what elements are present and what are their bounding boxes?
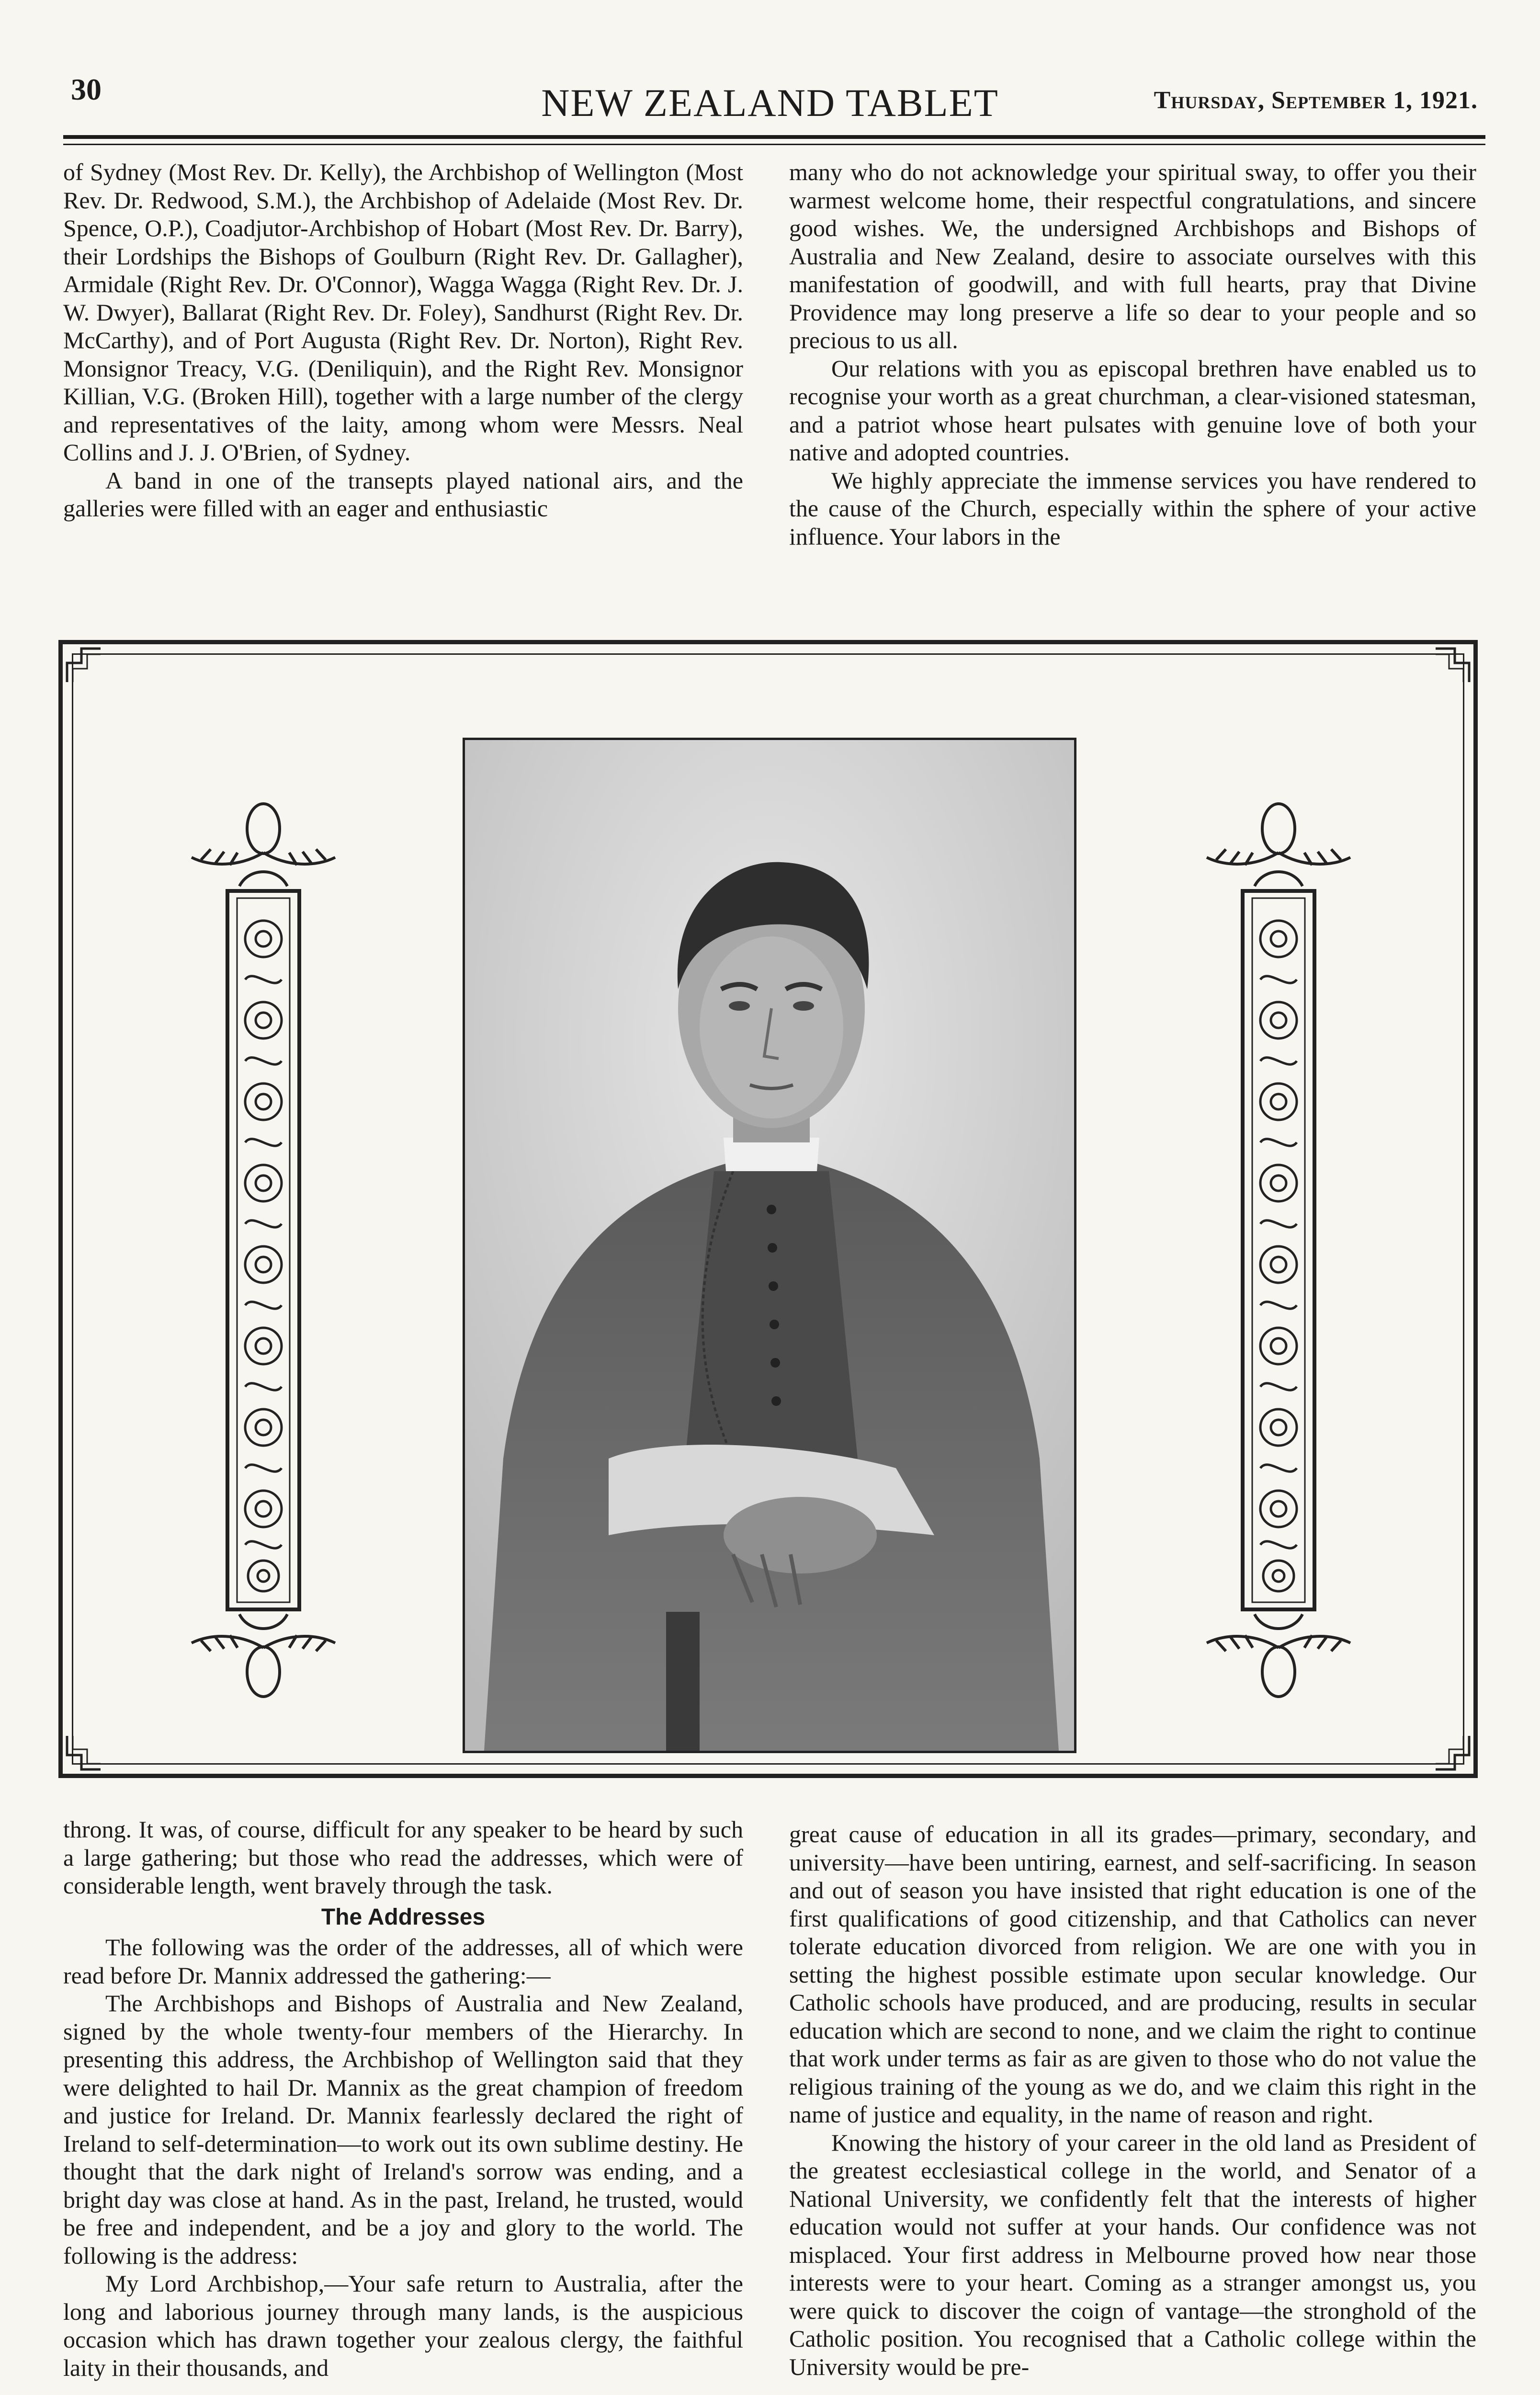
page-number: 30 [71,72,102,106]
frame-corner-ornament [1431,644,1474,687]
paragraph: of Sydney (Most Rev. Dr. Kelly), the Archbishop of Wellington (Most Rev. Dr. Redwood, S.M.), the Archbishop of Adelaide (Most Rev. Dr. Spence, O.P.), Coadjutor-Archbishop of Hobart (Most Rev. Dr. Barry), their Lordships the Bishops of Goulburn (Right Rev. Dr. Gallagher), Armidale (Right Rev. Dr. O'Connor), Wagga Wagga (Right Rev. Dr. J. W. Dwyer), Ballarat (Right Rev. Dr. Foley), Sandhurst (Right Rev. Dr. McCarthy), and of Port Augusta (Right Rev. Dr. Norton), Right Rev. Monsignor Treacy, V.G. (Deniliquin), and the Right Rev. Monsignor Killian, V.G. (Broken Hill), together with a large number of the clergy and representatives of the laity, among whom were Messrs. Neal Collins and J. J. O'Brien, of Sydney. [63,159,743,466]
archbishop-portrait-photo [463,738,1076,1753]
column-bottom-left [63,1815,743,2382]
column-bottom-right [789,1820,1476,2381]
paragraph: many who do not acknowledge your spiritual sway, to offer you their warmest welcome home, their respectful congratulations, and sincere good wishes. We, the undersigned Archbishops and Bishops of Australia and New Zealand, desire to associate ourselves with this manifestation of goodwill, and with full hearts, pray that Divine Providence may long preserve a life so dear to your people and so precious to us all. [789,159,1476,354]
masthead-rule-thin [63,144,1485,145]
paragraph: great cause of education in all its grades—primary, secondary, and university—have been untiring, earnest, and self-sacrificing. In season and out of season you have insisted that right education is one of the first qualifications of good citizenship, and that Catholics can never tolerate education divorced from religion. We are one with you in setting the highest possible estimate upon secular knowledge. Our Catholic schools have produced, and are producing, results in secular education which are second to none, and we claim the right to continue that work under terms as fair as are given to those who do not value the religious training of the young as we do, and we claim this right in the name of justice and equality, in the name of reason and right. [789,1821,1476,2128]
paragraph: Knowing the history of your career in the old land as President of the greatest ecclesiastical college in the world, and Senator of a National University, we confidently felt that the interests of higher education would not suffer at your hands. Our confidence was not misplaced. Your first address in Melbourne proved how near those interests were to your heart. Coming as a stranger amongst us, you were quick to discover the coign of vantage—the stronghold of the Catholic position. You recognised that a Catholic college within the University would be pre- [789,2129,1476,2380]
masthead-rule [63,135,1485,139]
column-top-right [789,158,1476,550]
scroll-ornament-left [182,795,345,1705]
newspaper-title: NEW ZEALAND TABLET [541,81,999,125]
paragraph: The Archbishops and Bishops of Australia and New Zealand, signed by the whole twenty-four members of the Hierarchy. In presenting this address, the Archbishop of Wellington said that they were delighted to hail Dr. Mannix as the great champion of freedom and justice for Ireland. Dr. Mannix fearlessly declared the right of Ireland to self-determination—to work out its own sublime destiny. He thought that the dark night of Ireland's sorrow was ending, and a bright day was close at hand. As in the past, Ireland, he trusted, would be free and independent, and be a joy and glory to the world. The following is the address: [63,1990,743,2269]
portrait-illustration [465,740,1074,1751]
paragraph: A band in one of the transepts played national airs, and the galleries were filled with an eager and enthusiastic [63,467,743,522]
frame-corner-ornament [62,644,105,687]
paragraph: My Lord Archbishop,—Your safe return to Australia, after the long and laborious journey through many lands, is the auspicious occasion which has drawn together your zealous clergy, the faithful laity in their thousands, and [63,2270,743,2381]
paragraph: throng. It was, of course, difficult for any speaker to be heard by such a large gathering; but those who read the addresses, which were of considerable length, went bravely through the task. [63,1816,743,1899]
paragraph: The following was the order of the addresses, all of which were read before Dr. Mannix addressed the gathering:— [63,1934,743,1989]
paragraph: Our relations with you as episcopal brethren have enabled us to recognise your worth as a great churchman, a clear-visioned statesman, and a patriot whose heart pulsates with genuine love of both your native and adopted countries. [789,354,1476,466]
issue-date: Thursday, September 1, 1921. [1154,87,1478,114]
scroll-ornament-right [1197,795,1360,1705]
frame-corner-ornament [1431,1731,1474,1774]
frame-corner-ornament [62,1731,105,1774]
section-heading: The Addresses [321,1904,486,1930]
column-top-left [63,158,743,523]
paragraph: We highly appreciate the immense services you have rendered to the cause of the Church, especially within the sphere of your active influence. Your labors in the [789,467,1476,550]
